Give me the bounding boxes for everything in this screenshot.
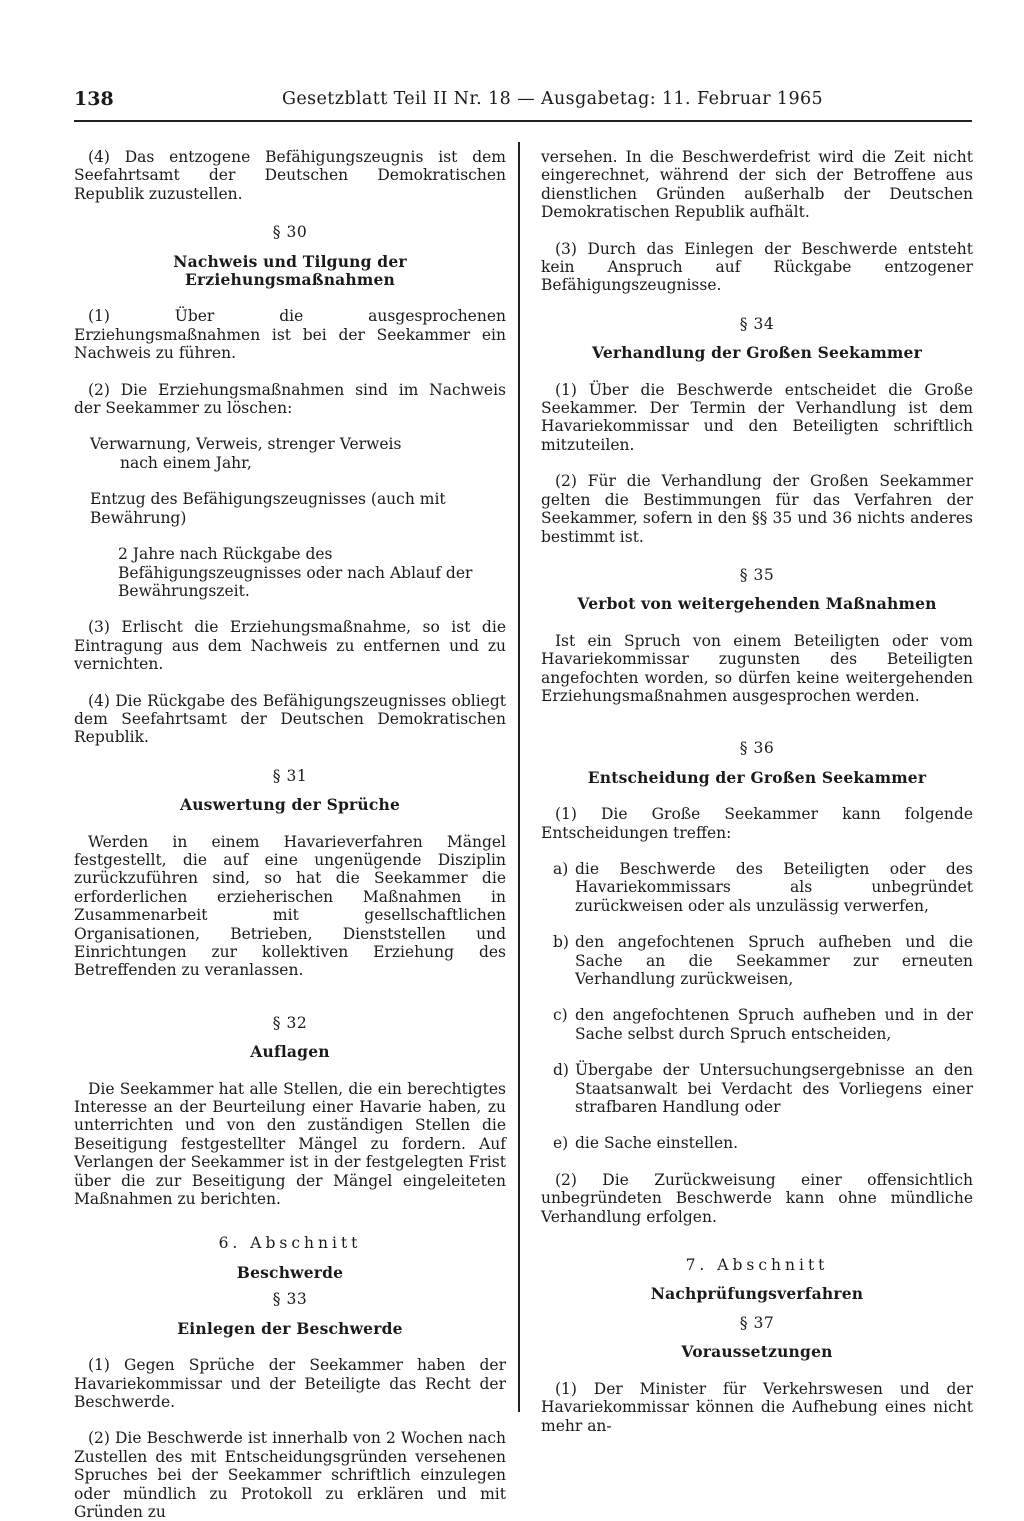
list-item-text: den angefochtenen Spruch aufheben und die Sache an die Seekammer zur erneuten Verhandlung zurückweisen, [575, 933, 973, 988]
chapter-heading: 7. Abschnitt [685, 1256, 829, 1275]
list-item-label: c) [553, 1006, 568, 1025]
paragraph: (1) Über die Beschwerde entscheidet die Große Seekammer. Der Termin der Verhandlung ist dem Havariekommissar und den Beteiligten schriftlich mitzuteilen. [541, 380, 973, 454]
right-column [541, 148, 973, 1435]
paragraph: Ist ein Spruch von einem Beteiligten oder vom Havariekommissar zugunsten des Beteiligten angefochten worden, so dürfen keine weitergehenden Erziehungsmaßnahmen ausgesprochen werden. [541, 631, 973, 705]
paragraph: (1) Gegen Sprüche der Seekammer haben der Havariekommissar und der Beteiligte das Recht der Beschwerde. [74, 1356, 506, 1411]
paragraph: (2) Für die Verhandlung der Großen Seekammer gelten die Bestimmungen für das Verfahren der Seekammer, sofern in den §§ 35 und 36 nichts anderes bestimmt ist. [541, 472, 973, 546]
section-title: Auswertung der Sprüche [179, 795, 401, 815]
header-rule [74, 120, 972, 122]
section-number: § 37 [739, 1313, 775, 1332]
paragraph: (2) Die Beschwerde ist innerhalb von 2 Wochen nach Zustellen des mit Entscheidungsgründen versehenen Spruches bei der Seekammer schriftlich einzulegen oder mündlich zu Protokoll zu erklären und mit Gründen zu [74, 1429, 506, 1521]
paragraph: Die Seekammer hat alle Stellen, die ein berechtigtes Interesse an der Beurteilung einer Havarie haben, zu unterrichten und von den zuständigen Stellen die Beseitigung festgestellter Mängel zu fordern. Auf Verlangen der Seekammer ist in der festgelegten Frist über die zur Beseitigung der Mängel eingeleiteten Maßnahmen zu berichten. [74, 1079, 506, 1209]
list-item-text: die Beschwerde des Beteiligten oder des Havariekommissars als unbegründet zurückweisen oder als unzulässig verwerfen, [575, 859, 973, 915]
paragraph: (1) Der Minister für Verkehrswesen und der Havariekommissar können die Aufhebung eines nicht mehr an- [541, 1379, 973, 1435]
section-title: Voraussetzungen [681, 1342, 833, 1362]
paragraph: (2) Die Erziehungsmaßnahmen sind im Nachweis der Seekammer zu löschen: [74, 380, 506, 418]
list-line: 2 Jahre nach Rückgabe des Befähigungszeugnisses oder nach Ablauf der Bewährungszeit. [118, 545, 473, 600]
chapter-heading: 6. Abschnitt [218, 1234, 362, 1253]
section-number: § 31 [272, 766, 308, 785]
section-title: Auflagen [250, 1042, 330, 1062]
list-item [541, 860, 973, 915]
left-column [74, 148, 506, 1521]
section-title: Verbot von weitergehenden Maßnahmen [577, 594, 937, 614]
section-number: § 33 [272, 1290, 308, 1309]
running-title: Gesetzblatt Teil II Nr. 18 — Ausgabetag: 11. Februar 1965 [282, 89, 824, 109]
paragraph: (4) Die Rückgabe des Befähigungszeugnisses obliegt dem Seefahrtsamt der Deutschen Demokratischen Republik. [74, 691, 506, 747]
list-item-label: e) [553, 1134, 569, 1153]
paragraph: (1) Die Große Seekammer kann folgende Entscheidungen treffen: [541, 805, 973, 842]
paragraph: (4) Das entzogene Befähigungszeugnis ist dem Seefahrtsamt der Deutschen Demokratischen Republik zuzustellen. [74, 148, 506, 203]
list-item-label: b) [553, 933, 569, 952]
paragraph: Werden in einem Havarieverfahren Mängel festgestellt, die auf eine ungenügende Disziplin zurückzuführen sind, so hat die Seekammer die erforderlichen erzieherischen Maßnahmen in Zusammenarbeit mit gesellschaftlichen Organisationen, Betrieben, Dienststellen und Einrichtungen zur kollektiven Erziehung des Betreffenden zu veranlassen. [74, 832, 506, 980]
list-item [541, 1061, 973, 1116]
list-item-text: Übergabe der Untersuchungsergebnisse an den Staatsanwalt bei Verdacht des Vorliegens einer strafbaren Handlung oder [575, 1061, 973, 1117]
section-number: § 32 [272, 1013, 308, 1032]
section-number: § 34 [739, 314, 775, 333]
list-line: Verwarnung, Verweis, strenger Verweis [90, 435, 402, 454]
list-item [541, 1006, 973, 1043]
paragraph: (3) Erlischt die Erziehungsmaßnahme, so ist die Eintragung aus dem Nachweis zu entfernen und zu vernichten. [74, 618, 506, 674]
list-item-text: den angefochtenen Spruch aufheben und in der Sache selbst durch Spruch entscheiden, [575, 1006, 973, 1043]
list-item-label: d) [553, 1061, 569, 1080]
list-item [541, 1134, 973, 1152]
column-divider [518, 142, 520, 1412]
list-item-text: die Sache einstellen. [575, 1134, 739, 1153]
section-title: Einlegen der Beschwerde [177, 1318, 403, 1338]
section-number: § 30 [272, 223, 308, 242]
section-title: Entscheidung der Großen Seekammer [587, 767, 927, 787]
list-item [541, 933, 973, 988]
list-line: nach einem Jahr, [120, 453, 252, 472]
paragraph: (3) Durch das Einlegen der Beschwerde entsteht kein Anspruch auf Rückgabe entzogener Befähigungszeugnisse. [541, 239, 973, 295]
paragraph: versehen. In die Beschwerdefrist wird die Zeit nicht eingerechnet, während der sich der Betroffene aus dienstlichen Gründen außerhalb der Deutschen Demokratischen Republik aufhält. [541, 148, 973, 222]
paragraph: (1) Über die ausgesprochenen Erziehungsmaßnahmen ist bei der Seekammer ein Nachweis zu führen. [74, 307, 506, 363]
list-item-label: a) [553, 859, 569, 878]
section-title: Verhandlung der Großen Seekammer [592, 343, 922, 363]
page-number: 138 [74, 88, 114, 110]
paragraph: (2) Die Zurückweisung einer offensichtlich unbegründeten Beschwerde kann ohne mündliche Verhandlung erfolgen. [541, 1170, 973, 1226]
chapter-title: Nachprüfungsverfahren [650, 1284, 864, 1304]
page-header [74, 88, 972, 120]
section-title: Nachweis und Tilgung der Erziehungsmaßnahmen [173, 251, 407, 290]
list-line: Entzug des Befähigungszeugnisses (auch mit Bewährung) [90, 490, 446, 527]
chapter-title: Beschwerde [236, 1262, 344, 1282]
section-number: § 35 [739, 565, 775, 584]
section-number: § 36 [739, 739, 775, 758]
